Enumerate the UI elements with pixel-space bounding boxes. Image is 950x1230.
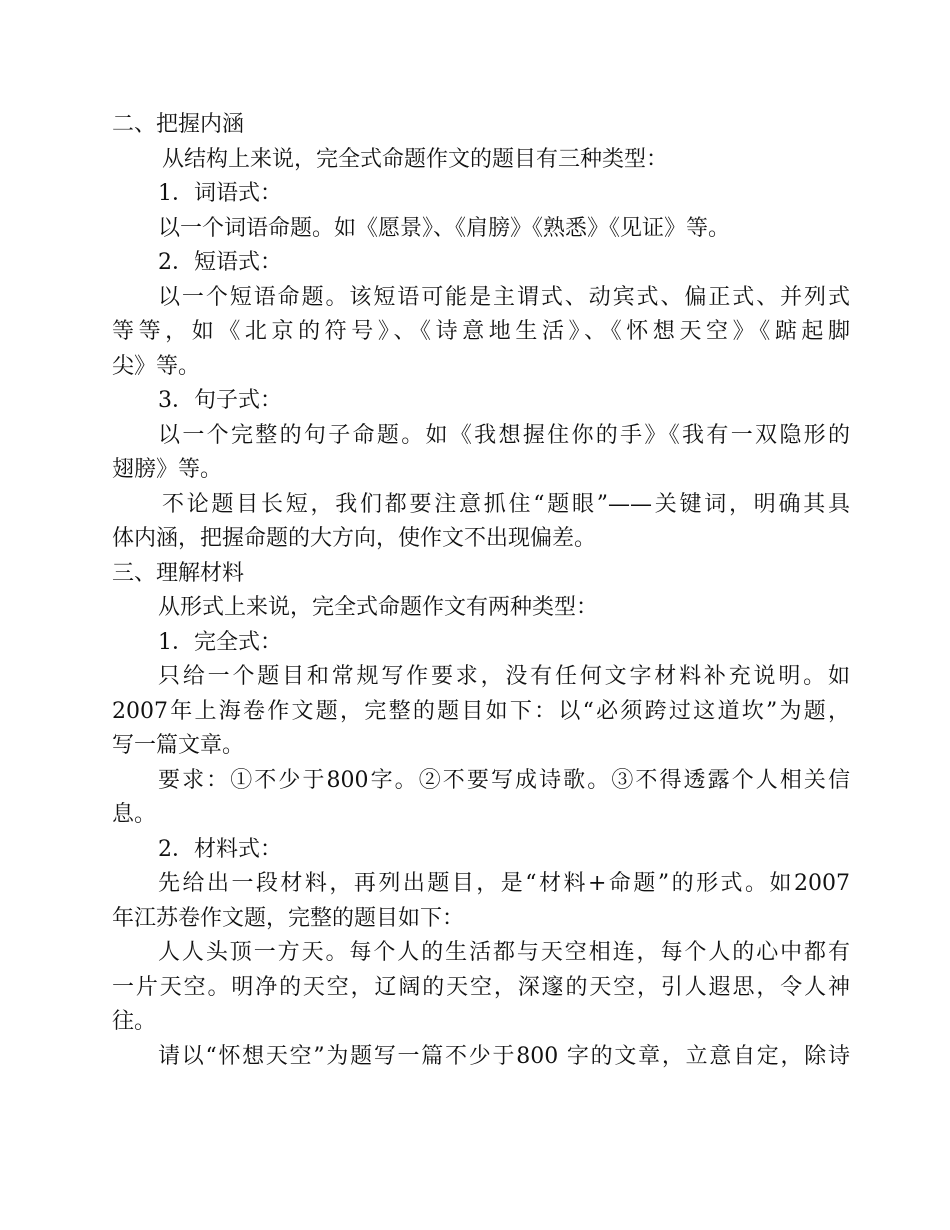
paragraph-line: 只给一个题目和常规写作要求，没有任何文字材料补充说明。如 [158,664,850,689]
paragraph-line: 体内涵，把握命题的大方向，使作文不出现偏差。 [112,526,597,551]
paragraph-line: 要求：①不少于800字。②不要写成诗歌。③不得透露个人相关信 [158,767,850,793]
paragraph-line: 从结构上来说，完全式命题作文的题目有三种类型： [162,146,669,172]
paragraph-line: 翅膀》等。 [112,457,223,482]
list-item-title: 2．短语式： [158,250,282,275]
paragraph-line: 尖》等。 [112,353,201,379]
paragraph-line: 请以“怀想天空”为题写一篇不少于800 字的文章，立意自定，除诗 [158,1043,850,1069]
paragraph-line: 从形式上来说，完全式命题作文有两种类型： [158,595,599,620]
list-item-title: 1．完全式： [158,629,282,655]
list-item-title: 1．词语式： [158,181,282,206]
paragraph-line: 以一个完整的句子命题。如《我想握住你的手》《我有一双隐形的 [158,422,850,448]
paragraph-line: 先给出一段材料，再列出题目，是“材料+命题”的形式。如2007 [158,871,850,896]
paragraph-line: 2007年上海卷作文题，完整的题目如下：以“必须跨过这道坎”为题， [112,698,850,724]
paragraph-line: 息。 [112,802,157,827]
list-item-title: 2．材料式： [158,836,282,862]
paragraph-line: 年江苏卷作文题，完整的题目如下： [112,905,465,931]
paragraph-line: 以一个词语命题。如《愿景》、《肩膀》《熟悉》《见证》等。 [158,215,731,241]
paragraph-line: 写一篇文章。 [112,733,245,758]
list-item-title: 3．句子式： [158,388,282,413]
section-heading: 三、理解材料 [112,560,245,586]
section-heading: 二、把握内涵 [112,112,245,137]
paragraph-line: 一片天空。明净的天空，辽阔的天空，深邃的天空，引人遐思，令人神 [112,974,850,1000]
document-page [112,108,850,1074]
paragraph-line: 不论题目长短，我们都要注意抓住“题眼”——关键词，明确其具 [162,491,850,517]
paragraph-line: 人人头顶一方天。每个人的生活都与天空相连，每个人的心中都有 [158,940,850,965]
paragraph-line: 等等，如《北京的符号》、《诗意地生活》、《怀想天空》《踮起脚 [112,319,850,344]
paragraph-line: 往。 [112,1009,157,1034]
paragraph-line: 以一个短语命题。该短语可能是主谓式、动宾式、偏正式、并列式 [158,284,850,310]
